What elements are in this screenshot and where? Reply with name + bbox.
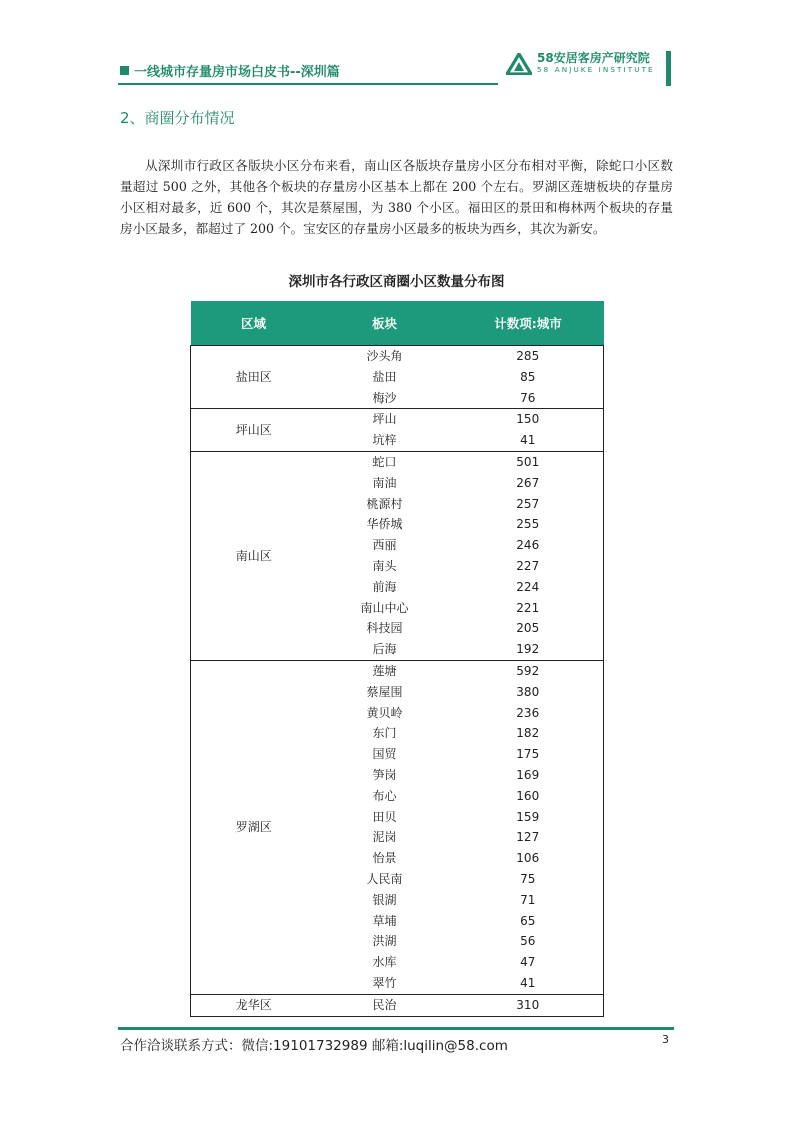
block-cell: 华侨城 [366,517,403,532]
block-cell: 科技园 [366,621,403,636]
page-number: 3 [662,1033,669,1046]
footer-contact: 合作洽谈联系方式：微信:19101732989 邮箱:luqilin@58.com [120,1038,508,1054]
table-header-row [191,301,604,346]
block-cell: 水库 [372,955,397,970]
block-cell: 沙头角 [317,346,453,367]
block-cell: 后海 [372,642,397,657]
block-cell: 国贸 [372,747,397,762]
count-cell: 85 [520,369,536,384]
count-cell: 71 [520,892,536,907]
table-title: 深圳市各行政区商圈小区数量分布图 [288,274,505,290]
count-cell: 150 [453,409,604,430]
count-cell: 175 [516,747,540,762]
block-cell: 翠竹 [372,975,397,990]
header-title-text: 一线城市存量房市场白皮书--深圳篇 [134,65,340,80]
block-cell: 莲塘 [317,660,453,681]
footer-rule [118,1027,674,1030]
count-cell: 501 [453,451,604,472]
block-cell: 布心 [372,788,397,803]
count-cell: 127 [516,830,540,845]
count-cell: 246 [516,538,540,553]
count-cell: 205 [516,621,540,636]
logo-accent-bar [666,51,671,86]
table-row [191,346,604,367]
block-cell: 笋岗 [372,767,397,782]
district-cell: 南山区 [191,451,317,660]
count-cell: 592 [453,660,604,681]
intro-paragraph: 从深圳市行政区各版块小区分布来看，南山区各版块存量房小区分布相对平衡，除蛇口小区数量超过 500 之外，其他各个板块的存量房小区基本上都在 200 个左右。罗湖区莲塘板块的存量房小区相对最多，近 600 个，其次是蔡屋围，为 380 个小区。福田区的景田和梅林两个板块的存量房小区最多，都超过了 200 个。宝安区的存量房小区最多的板块为西乡，其次为新安。 [120,158,673,236]
district-cell: 罗湖区 [191,660,317,994]
count-cell: 160 [516,788,540,803]
block-cell: 黄贝岭 [366,705,403,720]
header-title [120,61,340,80]
count-cell: 380 [516,684,540,699]
count-cell: 267 [516,475,540,490]
block-cell: 坑梓 [372,433,397,448]
block-cell: 东门 [372,726,397,741]
count-cell: 192 [516,642,540,657]
district-cell: 坪山区 [191,409,317,452]
district-group [191,451,604,660]
district-group [191,994,604,1016]
count-cell: 285 [453,346,604,367]
count-cell: 56 [520,934,536,949]
block-cell: 蛇口 [317,451,453,472]
block-cell: 怡景 [372,851,397,866]
district-cell: 龙华区 [191,994,317,1016]
count-cell: 227 [516,558,540,573]
table-row [191,409,604,430]
count-cell: 65 [520,913,536,928]
logo-subtitle: 58 ANJUKE INSTITUTE [537,65,655,74]
logo [506,52,655,75]
count-cell: 75 [520,871,536,886]
block-cell: 田贝 [372,809,397,824]
header-block: 板块 [317,301,453,346]
block-cell: 民治 [317,994,453,1016]
block-cell: 南油 [372,475,397,490]
header-district: 区域 [191,301,317,346]
district-group [191,346,604,409]
block-cell: 蔡屋围 [366,684,403,699]
count-cell: 221 [516,600,540,615]
square-bullet-icon [120,66,129,75]
count-cell: 224 [516,579,540,594]
count-cell: 159 [516,809,540,824]
block-cell: 银湖 [372,892,397,907]
district-table [190,301,604,1017]
district-cell: 盐田区 [191,346,317,409]
count-cell: 76 [520,390,536,405]
header-count: 计数项:城市 [453,301,604,346]
count-cell: 257 [516,496,540,511]
block-cell: 盐田 [372,369,397,384]
logo-name: 58安居客房产研究院 [537,51,650,65]
section-title: 2、商圈分布情况 [120,109,235,127]
block-cell: 西丽 [372,538,397,553]
count-cell: 41 [520,433,536,448]
table-row [191,451,604,472]
count-cell: 255 [516,517,540,532]
block-cell: 草埔 [372,913,397,928]
table-row [191,994,604,1016]
block-cell: 前海 [372,579,397,594]
table-row [191,660,604,681]
logo-triangle-icon [506,53,532,75]
block-cell: 坪山 [317,409,453,430]
block-cell: 南头 [372,558,397,573]
block-cell: 泥岗 [372,830,397,845]
district-group [191,660,604,994]
district-group [191,409,604,452]
block-cell: 桃源村 [366,496,403,511]
count-cell: 41 [520,975,536,990]
count-cell: 106 [516,851,540,866]
block-cell: 洪湖 [372,934,397,949]
block-cell: 梅沙 [372,390,397,405]
block-cell: 人民南 [366,871,403,886]
count-cell: 47 [520,955,536,970]
count-cell: 310 [453,994,604,1016]
count-cell: 169 [516,767,540,782]
count-cell: 236 [516,705,540,720]
block-cell: 南山中心 [360,600,409,615]
count-cell: 182 [516,726,540,741]
header-rule [118,83,498,85]
